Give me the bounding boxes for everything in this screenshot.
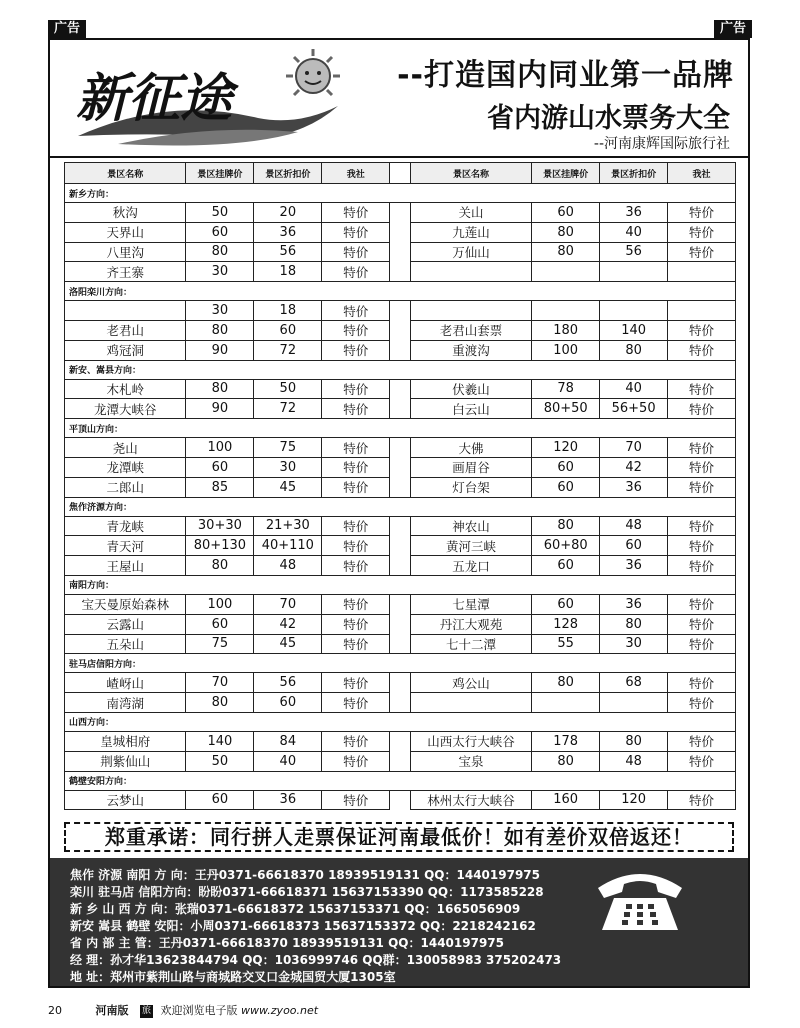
table-gap bbox=[390, 731, 411, 751]
agency-price: 特价 bbox=[322, 301, 390, 321]
table-gap bbox=[390, 634, 411, 654]
agency-price: 特价 bbox=[668, 594, 736, 614]
col-header: 景区名称 bbox=[410, 163, 531, 184]
promise-banner: 郑重承诺：同行拼人走票保证河南最低价！如有差价双倍返还！ bbox=[64, 822, 734, 852]
list-price bbox=[532, 262, 600, 282]
table-gap bbox=[390, 203, 411, 223]
agency-price: 特价 bbox=[322, 536, 390, 556]
contact-line: 新 乡 山 西 方 向：张瑞0371-66618372 15637153371 QQ：1665056909 bbox=[70, 902, 521, 916]
table-body bbox=[65, 184, 736, 810]
section-row bbox=[65, 575, 736, 594]
section-title: 南阳方向： bbox=[65, 575, 736, 594]
table-row bbox=[65, 477, 736, 497]
spot-name: 青天河 bbox=[65, 536, 186, 556]
list-price: 80 bbox=[532, 751, 600, 771]
list-price: 178 bbox=[532, 731, 600, 751]
discount-price bbox=[600, 693, 668, 713]
table-row bbox=[65, 556, 736, 576]
table-row bbox=[65, 751, 736, 771]
discount-price: 42 bbox=[600, 457, 668, 477]
list-price: 60 bbox=[532, 556, 600, 576]
table-row bbox=[65, 536, 736, 556]
discount-price: 42 bbox=[254, 614, 322, 634]
spot-name: 重渡沟 bbox=[410, 340, 531, 360]
section-row bbox=[65, 497, 736, 516]
agency-price: 特价 bbox=[668, 379, 736, 399]
list-price: 90 bbox=[186, 399, 254, 419]
agency-price: 特价 bbox=[322, 399, 390, 419]
discount-price bbox=[600, 262, 668, 282]
spot-name: 木札岭 bbox=[65, 379, 186, 399]
agency-price: 特价 bbox=[668, 438, 736, 458]
spot-name: 大佛 bbox=[410, 438, 531, 458]
section-row bbox=[65, 282, 736, 301]
spot-name: 青龙峡 bbox=[65, 516, 186, 536]
spot-name: 王屋山 bbox=[65, 556, 186, 576]
discount-price: 21+30 bbox=[254, 516, 322, 536]
agency-price: 特价 bbox=[668, 693, 736, 713]
section-row bbox=[65, 360, 736, 379]
agency-price: 特价 bbox=[668, 556, 736, 576]
discount-price: 80 bbox=[600, 614, 668, 634]
list-price: 100 bbox=[186, 438, 254, 458]
spot-name: 老君山套票 bbox=[410, 320, 531, 340]
spot-name: 云露山 bbox=[65, 614, 186, 634]
agency-price: 特价 bbox=[668, 399, 736, 419]
table-row bbox=[65, 399, 736, 419]
section-row bbox=[65, 654, 736, 673]
page-number: 20 bbox=[48, 1004, 62, 1017]
subtitle: 省内游山水票务大全 bbox=[487, 103, 730, 134]
table-gap bbox=[390, 320, 411, 340]
spot-name: 齐王寨 bbox=[65, 262, 186, 282]
table-row bbox=[65, 222, 736, 242]
spot-name: 五龙口 bbox=[410, 556, 531, 576]
list-price bbox=[532, 693, 600, 713]
table-row bbox=[65, 457, 736, 477]
page-footer bbox=[48, 1002, 318, 1018]
table-gap bbox=[390, 379, 411, 399]
spot-name bbox=[410, 262, 531, 282]
agency-price: 特价 bbox=[322, 340, 390, 360]
agency-price: 特价 bbox=[668, 751, 736, 771]
discount-price: 60 bbox=[254, 320, 322, 340]
discount-price: 60 bbox=[254, 693, 322, 713]
spot-name bbox=[410, 301, 531, 321]
spot-name: 黄河三峡 bbox=[410, 536, 531, 556]
discount-price: 36 bbox=[600, 594, 668, 614]
table-header-row bbox=[65, 163, 736, 184]
contact-panel bbox=[50, 858, 748, 986]
table-gap bbox=[390, 693, 411, 713]
discount-price: 50 bbox=[254, 379, 322, 399]
discount-price: 48 bbox=[600, 751, 668, 771]
table-gap bbox=[390, 399, 411, 419]
list-price: 80 bbox=[186, 320, 254, 340]
agency-price: 特价 bbox=[668, 203, 736, 223]
contact-line: 焦作 济源 南阳 方 向：王丹0371-66618370 18939519131 QQ：1440197975 bbox=[70, 868, 540, 882]
spot-name: 神农山 bbox=[410, 516, 531, 536]
table-row bbox=[65, 516, 736, 536]
edition-label: 河南版 bbox=[95, 1004, 129, 1017]
spot-name: 二郎山 bbox=[65, 477, 186, 497]
agency-price: 特价 bbox=[322, 693, 390, 713]
list-price: 120 bbox=[532, 438, 600, 458]
agency-price: 特价 bbox=[322, 457, 390, 477]
list-price: 50 bbox=[186, 751, 254, 771]
list-price: 30 bbox=[186, 301, 254, 321]
footer-tagline: 欢迎浏览电子版 bbox=[160, 1004, 238, 1017]
price-table-wrap bbox=[64, 162, 736, 810]
discount-price: 80 bbox=[600, 731, 668, 751]
list-price: 140 bbox=[186, 731, 254, 751]
table-row bbox=[65, 320, 736, 340]
list-price: 78 bbox=[532, 379, 600, 399]
discount-price: 56 bbox=[254, 673, 322, 693]
discount-price: 72 bbox=[254, 340, 322, 360]
spot-name: 嵖岈山 bbox=[65, 673, 186, 693]
agency-price: 特价 bbox=[668, 457, 736, 477]
discount-price: 20 bbox=[254, 203, 322, 223]
slogan: --打造国内同业第一品牌 bbox=[397, 58, 734, 93]
section-title: 山西方向： bbox=[65, 712, 736, 731]
table-gap bbox=[390, 614, 411, 634]
spot-name: 鸡冠洞 bbox=[65, 340, 186, 360]
agency-price: 特价 bbox=[668, 477, 736, 497]
discount-price: 75 bbox=[254, 438, 322, 458]
contact-line: 经 理：孙才华13623844794 QQ：1036999746 QQ群：130058983 375202473 bbox=[70, 953, 562, 967]
section-row bbox=[65, 184, 736, 203]
table-row bbox=[65, 203, 736, 223]
spot-name: 林州太行大峡谷 bbox=[410, 790, 531, 810]
list-price: 50 bbox=[186, 203, 254, 223]
discount-price: 40 bbox=[600, 379, 668, 399]
header-divider bbox=[50, 156, 748, 158]
website-link[interactable]: www.zyoo.net bbox=[241, 1004, 319, 1017]
list-price: 60 bbox=[532, 203, 600, 223]
discount-price: 36 bbox=[600, 477, 668, 497]
list-price: 55 bbox=[532, 634, 600, 654]
discount-price: 60 bbox=[600, 536, 668, 556]
agency-price: 特价 bbox=[668, 790, 736, 810]
list-price: 60 bbox=[186, 614, 254, 634]
agency-price: 特价 bbox=[668, 634, 736, 654]
list-price: 180 bbox=[532, 320, 600, 340]
discount-price: 30 bbox=[254, 457, 322, 477]
list-price: 75 bbox=[186, 634, 254, 654]
list-price: 30 bbox=[186, 262, 254, 282]
list-price: 80 bbox=[186, 693, 254, 713]
section-title: 新安、嵩县方向： bbox=[65, 360, 736, 379]
spot-name: 灯台架 bbox=[410, 477, 531, 497]
spot-name: 七星潭 bbox=[410, 594, 531, 614]
spot-name: 老君山 bbox=[65, 320, 186, 340]
col-header: 我社 bbox=[322, 163, 390, 184]
spot-name: 秋沟 bbox=[65, 203, 186, 223]
contact-line: 栾川 驻马店 信阳方向：盼盼0371-66618371 15637153390 QQ：1173585228 bbox=[70, 885, 544, 899]
list-price: 60 bbox=[186, 790, 254, 810]
agency-price bbox=[668, 262, 736, 282]
list-price: 60 bbox=[532, 477, 600, 497]
table-row bbox=[65, 634, 736, 654]
discount-price: 40 bbox=[254, 751, 322, 771]
discount-price: 56 bbox=[254, 242, 322, 262]
ad-tag-left: 广告 bbox=[48, 20, 86, 38]
table-gap bbox=[390, 438, 411, 458]
agency-price: 特价 bbox=[668, 614, 736, 634]
sun-icon bbox=[286, 49, 340, 95]
list-price: 60+80 bbox=[532, 536, 600, 556]
agency-price: 特价 bbox=[322, 262, 390, 282]
spot-name: 荆紫仙山 bbox=[65, 751, 186, 771]
ad-frame bbox=[48, 38, 750, 988]
col-gap bbox=[390, 163, 411, 184]
spot-name: 尧山 bbox=[65, 438, 186, 458]
spot-name: 鸡公山 bbox=[410, 673, 531, 693]
section-title: 驻马店信阳方向： bbox=[65, 654, 736, 673]
spot-name: 九莲山 bbox=[410, 222, 531, 242]
list-price: 80 bbox=[532, 516, 600, 536]
spot-name: 南湾湖 bbox=[65, 693, 186, 713]
discount-price: 36 bbox=[600, 203, 668, 223]
list-price: 80 bbox=[532, 222, 600, 242]
list-price: 80 bbox=[532, 242, 600, 262]
table-gap bbox=[390, 477, 411, 497]
agency-name: --河南康辉国际旅行社 bbox=[593, 136, 730, 152]
section-title: 洛阳栾川方向： bbox=[65, 282, 736, 301]
spot-name: 白云山 bbox=[410, 399, 531, 419]
agency-price: 特价 bbox=[322, 790, 390, 810]
list-price: 60 bbox=[532, 594, 600, 614]
contact-line: 新安 嵩县 鹤壁 安阳：小周0371-66618373 15637153372 QQ：2218242162 bbox=[70, 919, 536, 933]
col-header: 景区折扣价 bbox=[600, 163, 668, 184]
table-gap bbox=[390, 457, 411, 477]
table-gap bbox=[390, 673, 411, 693]
table-gap bbox=[390, 536, 411, 556]
spot-name: 丹江大观苑 bbox=[410, 614, 531, 634]
table-gap bbox=[390, 516, 411, 536]
list-price: 80 bbox=[186, 242, 254, 262]
table-row bbox=[65, 301, 736, 321]
list-price: 80 bbox=[186, 556, 254, 576]
spot-name: 皇城相府 bbox=[65, 731, 186, 751]
agency-price: 特价 bbox=[322, 614, 390, 634]
spot-name: 宝天曼原始森林 bbox=[65, 594, 186, 614]
table-gap bbox=[390, 751, 411, 771]
table-row bbox=[65, 379, 736, 399]
section-title: 鹤壁安阳方向： bbox=[65, 771, 736, 790]
table-gap bbox=[390, 556, 411, 576]
list-price: 70 bbox=[186, 673, 254, 693]
contact-line: 省 内 部 主 管：王丹0371-66618370 18939519131 QQ：1440197975 bbox=[70, 936, 504, 950]
discount-price: 48 bbox=[600, 516, 668, 536]
discount-price: 68 bbox=[600, 673, 668, 693]
spot-name: 云梦山 bbox=[65, 790, 186, 810]
discount-price: 36 bbox=[600, 556, 668, 576]
spot-name: 七十二潭 bbox=[410, 634, 531, 654]
spot-name: 龙潭峡 bbox=[65, 457, 186, 477]
section-row bbox=[65, 712, 736, 731]
agency-price: 特价 bbox=[322, 751, 390, 771]
contact-line: 地 址：郑州市紫荆山路与商城路交叉口金城国贸大厦1305室 bbox=[70, 970, 396, 984]
agency-price bbox=[668, 301, 736, 321]
section-title: 新乡方向： bbox=[65, 184, 736, 203]
spot-name: 宝泉 bbox=[410, 751, 531, 771]
list-price: 60 bbox=[186, 457, 254, 477]
discount-price: 140 bbox=[600, 320, 668, 340]
telephone-icon bbox=[592, 866, 688, 936]
agency-price: 特价 bbox=[668, 340, 736, 360]
col-header: 景区名称 bbox=[65, 163, 186, 184]
edition-badge-icon: 旅 bbox=[141, 1005, 151, 1016]
list-price: 60 bbox=[532, 457, 600, 477]
discount-price: 18 bbox=[254, 301, 322, 321]
table-gap bbox=[390, 222, 411, 242]
section-row bbox=[65, 419, 736, 438]
spot-name bbox=[65, 301, 186, 321]
table-row bbox=[65, 262, 736, 282]
agency-price: 特价 bbox=[668, 731, 736, 751]
list-price: 60 bbox=[186, 222, 254, 242]
section-row bbox=[65, 771, 736, 790]
spot-name: 关山 bbox=[410, 203, 531, 223]
list-price: 100 bbox=[186, 594, 254, 614]
agency-price: 特价 bbox=[668, 516, 736, 536]
table-gap bbox=[390, 262, 411, 282]
list-price: 128 bbox=[532, 614, 600, 634]
discount-price: 56+50 bbox=[600, 399, 668, 419]
agency-price: 特价 bbox=[322, 203, 390, 223]
spot-name: 五朵山 bbox=[65, 634, 186, 654]
agency-price: 特价 bbox=[322, 379, 390, 399]
agency-price: 特价 bbox=[668, 320, 736, 340]
discount-price: 72 bbox=[254, 399, 322, 419]
col-header: 我社 bbox=[668, 163, 736, 184]
table-row bbox=[65, 790, 736, 810]
discount-price: 70 bbox=[600, 438, 668, 458]
discount-price: 18 bbox=[254, 262, 322, 282]
discount-price: 45 bbox=[254, 477, 322, 497]
agency-price: 特价 bbox=[322, 556, 390, 576]
table-row bbox=[65, 614, 736, 634]
list-price: 80+130 bbox=[186, 536, 254, 556]
spot-name: 天界山 bbox=[65, 222, 186, 242]
spot-name: 万仙山 bbox=[410, 242, 531, 262]
spot-name: 山西太行大峡谷 bbox=[410, 731, 531, 751]
agency-price: 特价 bbox=[322, 634, 390, 654]
price-table bbox=[64, 162, 736, 810]
table-row bbox=[65, 731, 736, 751]
list-price: 80 bbox=[186, 379, 254, 399]
discount-price: 80 bbox=[600, 340, 668, 360]
logo-text: 新征途 bbox=[76, 68, 233, 129]
discount-price: 56 bbox=[600, 242, 668, 262]
agency-price: 特价 bbox=[668, 242, 736, 262]
table-row bbox=[65, 594, 736, 614]
spot-name: 伏羲山 bbox=[410, 379, 531, 399]
list-price: 100 bbox=[532, 340, 600, 360]
spot-name: 龙潭大峡谷 bbox=[65, 399, 186, 419]
agency-price: 特价 bbox=[322, 242, 390, 262]
table-gap bbox=[390, 242, 411, 262]
xinzhengtu-logo bbox=[58, 46, 358, 151]
table-row bbox=[65, 340, 736, 360]
spot-name: 画眉谷 bbox=[410, 457, 531, 477]
list-price: 30+30 bbox=[186, 516, 254, 536]
list-price bbox=[532, 301, 600, 321]
agency-price: 特价 bbox=[668, 673, 736, 693]
agency-price: 特价 bbox=[322, 594, 390, 614]
ad-header bbox=[50, 40, 748, 158]
spot-name bbox=[410, 693, 531, 713]
discount-price: 36 bbox=[254, 222, 322, 242]
table-row bbox=[65, 693, 736, 713]
ad-tag-right: 广告 bbox=[714, 20, 752, 38]
spot-name: 八里沟 bbox=[65, 242, 186, 262]
discount-price: 48 bbox=[254, 556, 322, 576]
agency-price: 特价 bbox=[322, 516, 390, 536]
table-gap bbox=[390, 301, 411, 321]
discount-price: 120 bbox=[600, 790, 668, 810]
discount-price: 40 bbox=[600, 222, 668, 242]
table-row bbox=[65, 242, 736, 262]
discount-price bbox=[600, 301, 668, 321]
table-row bbox=[65, 673, 736, 693]
agency-price: 特价 bbox=[322, 320, 390, 340]
discount-price: 45 bbox=[254, 634, 322, 654]
table-gap bbox=[390, 340, 411, 360]
col-header: 景区折扣价 bbox=[254, 163, 322, 184]
discount-price: 84 bbox=[254, 731, 322, 751]
section-title: 焦作济源方向： bbox=[65, 497, 736, 516]
agency-price: 特价 bbox=[668, 222, 736, 242]
list-price: 90 bbox=[186, 340, 254, 360]
col-header: 景区挂牌价 bbox=[532, 163, 600, 184]
list-price: 85 bbox=[186, 477, 254, 497]
section-title: 平顶山方向： bbox=[65, 419, 736, 438]
agency-price: 特价 bbox=[322, 731, 390, 751]
discount-price: 40+110 bbox=[254, 536, 322, 556]
list-price: 80 bbox=[532, 673, 600, 693]
col-header: 景区挂牌价 bbox=[186, 163, 254, 184]
agency-price: 特价 bbox=[322, 673, 390, 693]
discount-price: 70 bbox=[254, 594, 322, 614]
agency-price: 特价 bbox=[322, 438, 390, 458]
agency-price: 特价 bbox=[322, 222, 390, 242]
table-gap bbox=[390, 790, 411, 810]
list-price: 80+50 bbox=[532, 399, 600, 419]
discount-price: 30 bbox=[600, 634, 668, 654]
list-price: 160 bbox=[532, 790, 600, 810]
table-row bbox=[65, 438, 736, 458]
discount-price: 36 bbox=[254, 790, 322, 810]
table-gap bbox=[390, 594, 411, 614]
agency-price: 特价 bbox=[322, 477, 390, 497]
agency-price: 特价 bbox=[668, 536, 736, 556]
